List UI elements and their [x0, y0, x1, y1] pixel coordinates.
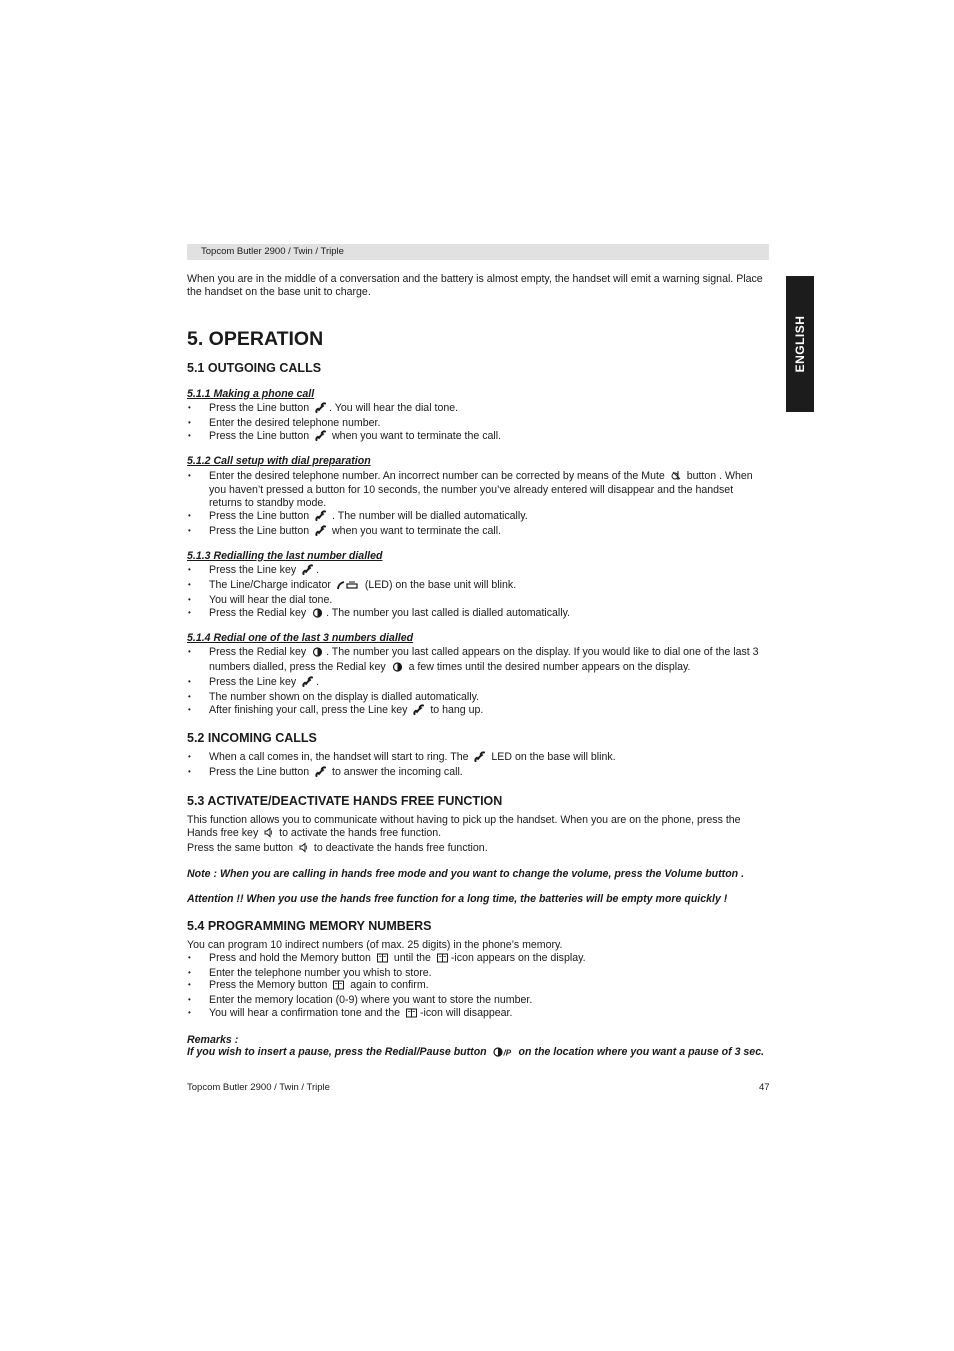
heading-redialling: 5.1.3 Redialling the last number dialled [187, 549, 383, 562]
section-title: 5. OPERATION [187, 327, 324, 350]
list-item: • Press and hold the Memory button until the -icon appears on the display. [187, 952, 769, 967]
phone-handset-icon [315, 766, 326, 781]
list-item: • Press the Line button . You will hear the dial tone. [187, 402, 769, 417]
list-item: • When a call comes in, the handset will start to ring. The LED on the base will blink. [187, 751, 769, 766]
attention-batteries: Attention !! When you use the hands free function for a long time, the batteries will be empty more quickly ! [187, 893, 728, 906]
list-item: • Press the Line key . [187, 676, 769, 691]
list-making-call [187, 402, 769, 444]
list-item: • After finishing your call, press the Line key to hang up. [187, 704, 769, 719]
heading-dial-preparation: 5.1.2 Call setup with dial preparation [187, 454, 371, 467]
list-item: • Press the Line button when you want to terminate the call. [187, 430, 769, 445]
list-item: • The number shown on the display is dialled automatically. [187, 691, 769, 704]
phone-handset-icon [302, 564, 313, 579]
intro-paragraph: When you are in the middle of a conversation and the battery is almost empty, the handset will emit a warning signal. Place the handset on the base unit to charge. [187, 273, 763, 298]
memory-book-icon [437, 953, 448, 967]
memory-book-icon [406, 1008, 417, 1022]
redial-icon [312, 647, 323, 661]
heading-hands-free: 5.3 ACTIVATE/DEACTIVATE HANDS FREE FUNCTION [187, 793, 503, 808]
memory-book-icon [377, 953, 388, 967]
list-item: • Enter the desired telephone number. [187, 417, 769, 430]
page-footer-title: Topcom Butler 2900 / Twin / Triple [187, 1082, 330, 1093]
heading-outgoing-calls: 5.1 OUTGOING CALLS [187, 360, 322, 375]
hands-free-paragraph-2: Press the same button to deactivate the hands free function. [187, 842, 769, 857]
list-item: • You will hear the dial tone. [187, 594, 769, 607]
list-item: • Press the Line button when you want to terminate the call. [187, 525, 769, 540]
note-volume: Note : When you are calling in hands free mode and you want to change the volume, press the Volume button . [187, 868, 745, 881]
list-item: • The Line/Charge indicator (LED) on the base unit will blink. [187, 579, 769, 594]
list-dial-preparation [187, 470, 769, 540]
language-tab [786, 276, 814, 412]
speaker-icon [264, 827, 273, 842]
list-item: • Enter the telephone number you whish to store. [187, 967, 769, 980]
phone-handset-icon [315, 402, 326, 417]
heading-making-call: 5.1.1 Making a phone call [187, 387, 315, 400]
redial-pause-icon [493, 1047, 513, 1061]
list-item: • Press the Memory button again to confirm. [187, 979, 769, 994]
heading-incoming-calls: 5.2 INCOMING CALLS [187, 731, 317, 746]
redial-icon [312, 608, 323, 622]
remarks-title: Remarks : [187, 1033, 239, 1046]
memory-intro: You can program 10 indirect numbers (of max. 25 digits) in the phone’s memory. [187, 938, 563, 951]
list-redialling [187, 564, 769, 621]
page-number: 47 [759, 1082, 770, 1093]
list-redial-last-3 [187, 646, 769, 718]
mute-icon [671, 470, 681, 485]
phone-handset-icon [315, 430, 326, 445]
page-header: Topcom Butler 2900 / Twin / Triple [187, 244, 769, 260]
redial-icon [392, 662, 403, 676]
phone-handset-icon [315, 510, 326, 525]
list-memory-numbers [187, 952, 769, 1022]
list-item: • Press the Line key . [187, 564, 769, 579]
line-charge-led-icon [337, 580, 359, 594]
remarks-text: If you wish to insert a pause, press the Redial/Pause button /P on the location where you want a pause of 3 sec. [187, 1046, 769, 1061]
heading-memory-numbers: 5.4 PROGRAMMING MEMORY NUMBERS [187, 918, 432, 933]
speaker-icon [299, 842, 308, 857]
language-tab-label: ENGLISH [793, 315, 807, 373]
list-item: • Press the Line button . The number will be dialled automatically. [187, 510, 769, 525]
phone-handset-icon [315, 525, 326, 540]
list-item: • Press the Redial key . The number you last called is dialled automatically. [187, 607, 769, 622]
svg-text:/P: /P [503, 1048, 511, 1058]
list-item: • Enter the memory location (0-9) where you want to store the number. [187, 994, 769, 1007]
list-incoming-calls [187, 751, 769, 781]
phone-handset-icon [413, 704, 424, 719]
list-item: • You will hear a confirmation tone and the -icon will disappear. [187, 1007, 769, 1022]
phone-handset-icon [474, 751, 485, 766]
heading-redial-last-3: 5.1.4 Redial one of the last 3 numbers dialled [187, 631, 414, 644]
list-item: • Press the Line button to answer the incoming call. [187, 766, 769, 781]
memory-book-icon [333, 980, 344, 994]
hands-free-paragraph: This function allows you to communicate without having to pick up the handset. When you are on the phone, press the Hands free key to activate the hands free function. [187, 814, 769, 842]
list-item: • Enter the desired telephone number. An incorrect number can be corrected by means of the Mute button . When you haven’t pressed a button for 10 seconds, the number you’ve already entered will disappear and the handset returns to standby mode. [187, 470, 769, 510]
phone-handset-icon [302, 676, 313, 691]
list-item: • Press the Redial key . The number you last called appears on the display. If you would like to dial one of the last 3 numbers dialled, press the Redial key a few times until the desired number appears on the display. [187, 646, 769, 676]
main-content [187, 273, 769, 1061]
